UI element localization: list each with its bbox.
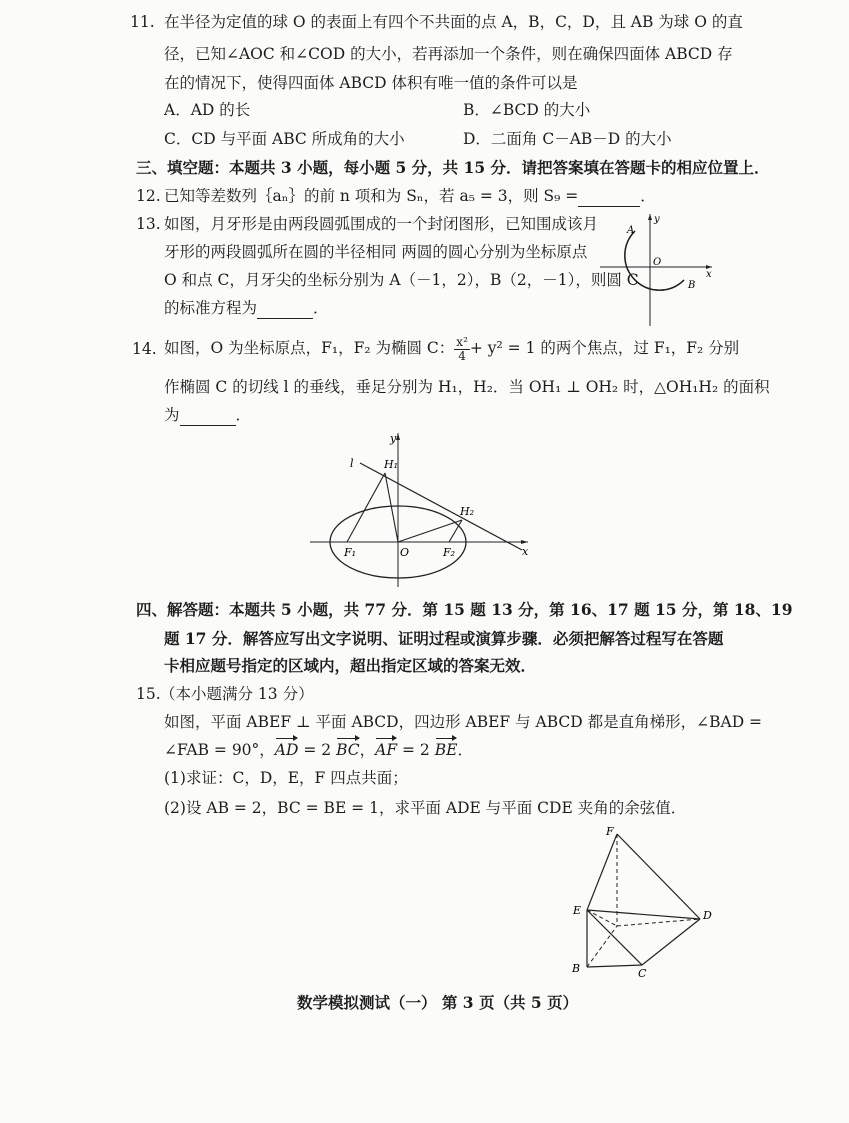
q13-line4-text: 的标准方程为 bbox=[164, 299, 258, 317]
q15-edge-cd bbox=[642, 919, 700, 965]
q13-line3: O 和点 C，月牙尖的坐标分别为 A（－1，2），B（2，－1），则圆 C bbox=[164, 271, 639, 289]
q15-line2-angle: ∠FAB = 90°， bbox=[164, 741, 275, 759]
q15-label-c: C bbox=[638, 967, 647, 980]
q14-label-f1: F₁ bbox=[344, 546, 357, 559]
q15-edge-bc bbox=[587, 965, 642, 967]
q14-frac-numerator: x² bbox=[456, 334, 468, 349]
q15-label-d: D bbox=[703, 909, 712, 922]
q13-label-y: y bbox=[654, 214, 660, 225]
q13-label-o: O bbox=[653, 257, 662, 268]
q11-stem-line3: 在的情况下，使得四面体 ABCD 体积有唯一值的条件可以是 bbox=[164, 74, 578, 92]
q12-answer-blank bbox=[578, 186, 640, 207]
q15-vector-ad: AD bbox=[274, 741, 299, 759]
q14-line1 bbox=[164, 331, 739, 365]
q15-label-b: B bbox=[572, 962, 581, 975]
q14-line1b: + y² = 1 的两个焦点，过 F₁，F₂ 分别 bbox=[469, 339, 740, 357]
q15-solid-figure bbox=[566, 822, 722, 982]
q14-y-arrow bbox=[396, 433, 400, 440]
q14-o-h2-segment bbox=[398, 520, 462, 542]
q14-line3 bbox=[164, 405, 251, 426]
q11-stem-line2: 径，已知∠AOC 和∠COD 的大小，若再添加一个条件，则在确保四面体 ABCD 存 bbox=[164, 45, 733, 63]
q15-edge-ba-hidden bbox=[587, 926, 617, 967]
q15-part1: (1)求证：C，D，E，F 四点共面； bbox=[164, 769, 408, 787]
q14-label-l: l bbox=[350, 457, 354, 470]
section4-heading-line2: 题 17 分．解答应写出文字说明、证明过程或演算步骤．必须把解答过程写在答题 bbox=[164, 629, 724, 648]
page-footer: 数学模拟测试（一） 第 3 页（共 5 页） bbox=[297, 993, 579, 1012]
q14-number: 14. bbox=[132, 340, 157, 358]
q13-label-x: x bbox=[706, 269, 712, 280]
q15-label-e: E bbox=[573, 904, 582, 917]
q15-vector-af: AF bbox=[375, 741, 398, 759]
q15-number: 15. bbox=[136, 685, 161, 703]
q11-number: 11. bbox=[130, 13, 155, 31]
q15-label-f: F bbox=[606, 825, 614, 838]
q14-label-h2: H₂ bbox=[460, 505, 475, 518]
q13-line2: 牙形的两段圆弧所在圆的半径相同 两圆的圆心分别为坐标原点 bbox=[164, 243, 588, 261]
q11-option-b: B．∠BCD 的大小 bbox=[463, 101, 591, 119]
q13-line1: 如图，月牙形是由两段圆弧围成的一个封闭图形，已知围成该月 bbox=[164, 215, 599, 233]
q12-text bbox=[164, 186, 656, 207]
q15-vector-be: BE bbox=[434, 741, 458, 759]
q15-line2-end: ． bbox=[457, 741, 473, 759]
q11-option-c: C．CD 与平面 ABC 所成角的大小 bbox=[164, 130, 405, 148]
q13-crescent-figure bbox=[600, 210, 718, 328]
q13-label-b: B bbox=[688, 280, 696, 291]
section3-heading: 三、填空题：本题共 3 小题，每小题 5 分，共 15 分．请把答案填在答题卡的相应位置上． bbox=[136, 158, 770, 177]
q12-number: 12. bbox=[136, 187, 161, 205]
q15-title: （本小题满分 13 分） bbox=[160, 685, 314, 703]
q14-label-h1: H₁ bbox=[384, 458, 399, 471]
q15-eq1: = 2 bbox=[298, 741, 337, 759]
section4-heading-line1: 四、解答题：本题共 5 小题，共 77 分．第 15 题 13 分，第 16、17 题 15 分，第 18、19 bbox=[136, 600, 793, 619]
q14-label-o: O bbox=[400, 546, 410, 559]
q14-answer-blank bbox=[180, 405, 236, 426]
q15-edge-ec bbox=[587, 910, 642, 965]
q15-vector-bc: BC bbox=[336, 741, 360, 759]
q15-sep: ， bbox=[359, 741, 376, 759]
q14-label-f2: F₂ bbox=[443, 546, 456, 559]
q15-edge-ed bbox=[587, 910, 700, 919]
q14-line3-text: 为 bbox=[164, 406, 180, 424]
q12-end: ． bbox=[640, 187, 656, 205]
q13-y-arrow bbox=[648, 214, 652, 220]
q15-edge-ef bbox=[587, 834, 617, 910]
q11-option-d: D．二面角 C－AB－D 的大小 bbox=[463, 130, 672, 148]
q15-line2 bbox=[164, 740, 473, 760]
section4-heading-line3: 卡相应题号指定的区域内，超出指定区域的答案无效． bbox=[164, 656, 537, 675]
q14-o-h1-segment bbox=[385, 473, 398, 542]
q14-ellipse-fraction bbox=[454, 336, 470, 363]
q13-line4 bbox=[164, 298, 329, 319]
q13-label-a: A bbox=[627, 225, 635, 236]
q14-label-y: y bbox=[390, 432, 397, 445]
q14-x-arrow bbox=[521, 540, 528, 544]
q14-line1a: 如图，O 为坐标原点，F₁，F₂ 为椭圆 C： bbox=[164, 339, 455, 357]
q15-part2: (2)设 AB = 2，BC = BE = 1，求平面 ADE 与平面 CDE 夹角的余弦值． bbox=[164, 799, 687, 817]
q11-stem-line1: 在半径为定值的球 O 的表面上有四个不共面的点 A，B，C，D，且 AB 为球 O 的直 bbox=[164, 13, 743, 31]
q13-answer-blank bbox=[257, 298, 313, 319]
q12-stem: 已知等差数列｛aₙ｝的前 n 项和为 Sₙ，若 a₅ = 3，则 S₉ = bbox=[164, 187, 579, 205]
q15-edge-fd bbox=[617, 834, 700, 919]
q13-number: 13. bbox=[136, 215, 161, 233]
q15-eq2: = 2 bbox=[397, 741, 435, 759]
q14-frac-denominator: 4 bbox=[458, 348, 466, 363]
q14-end: ． bbox=[235, 406, 252, 424]
q14-line2: 作椭圆 C 的切线 l 的垂线，垂足分别为 H₁，H₂．当 OH₁ ⊥ OH₂ 时，△OH₁H₂ 的面积 bbox=[164, 378, 770, 396]
q15-edge-ad-hidden bbox=[617, 919, 700, 926]
q14-label-x: x bbox=[522, 545, 529, 558]
q11-option-a: A．AD 的长 bbox=[164, 101, 251, 119]
q14-ellipse-figure bbox=[300, 425, 540, 590]
q15-line1: 如图，平面 ABEF ⊥ 平面 ABCD，四边形 ABEF 与 ABCD 都是直角梯形，∠BAD = bbox=[164, 713, 763, 731]
q13-end: ． bbox=[313, 299, 329, 317]
